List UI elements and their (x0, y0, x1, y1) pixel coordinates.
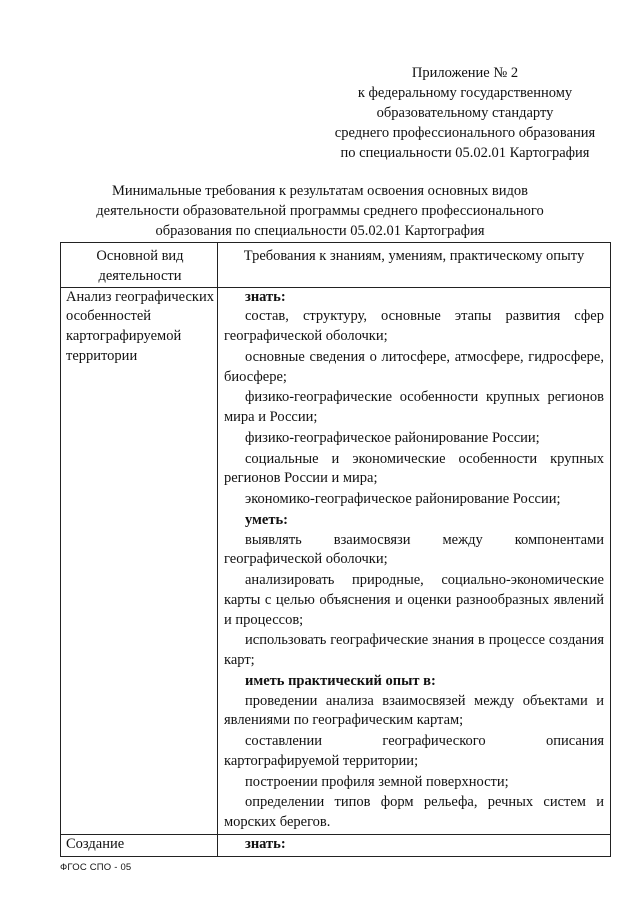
list-item: экономико-географическое районирование России; (245, 491, 561, 507)
table-row (61, 287, 611, 834)
title-line: образования по специальности 05.02.01 Картография (155, 223, 485, 239)
document-title (60, 181, 580, 241)
annex-heading (320, 63, 610, 163)
list-item: физико-географическое районирование России; (245, 429, 540, 446)
annex-line: по специальности 05.02.01 Картография (340, 145, 590, 161)
requirements-table (60, 242, 611, 857)
list-item: состав, структуру, основные этапы развития сфер географической оболочки; (224, 308, 604, 344)
section-label-experience: иметь практический опыт в: (245, 672, 436, 689)
annex-line: образовательному стандарту (376, 105, 554, 121)
list-item: определении типов форм рельефа, речных систем и морских берегов. (224, 794, 604, 830)
annex-line: к федеральному государственному (357, 85, 573, 101)
title-line: деятельности образовательной программы среднего профессионального (96, 203, 544, 219)
section-label-know: знать: (245, 835, 286, 852)
list-item: составлении географического описания картографируемой территории; (224, 733, 604, 769)
title-line: Минимальные требования к результатам освоения основных видов (112, 183, 528, 199)
requirements-cell (218, 287, 611, 834)
header-activity (61, 243, 218, 288)
section-label-skills: уметь: (245, 511, 288, 528)
list-item: анализировать природные, социально-экономические карты с целью объяснения и оценки разнообразных явлений и процессов; (224, 572, 604, 628)
list-item: основные сведения о литосфере, атмосфере, гидросфере, биосфере; (224, 348, 604, 385)
list-item: построении профиля земной поверхности; (245, 773, 509, 790)
requirements-cell (218, 834, 611, 856)
activity-cell (61, 834, 218, 856)
annex-line: среднего профессионального образования (334, 125, 596, 141)
header-requirements-label: Требования к знаниям, умениям, практическому опыту (243, 248, 585, 264)
annex-line: Приложение № 2 (411, 65, 519, 81)
footer-code: ФГОС СПО - 05 (60, 862, 132, 873)
list-item: физико-географические особенности крупных регионов мира и России; (224, 389, 604, 425)
list-item: проведении анализа взаимосвязей между объектами и явлениями по географическим картам; (224, 692, 604, 729)
activity-cell (61, 287, 218, 834)
section-label-know: знать: (245, 288, 286, 305)
header-activity-label: Основной вид деятельности (96, 248, 184, 284)
header-requirements (218, 243, 611, 288)
list-item: использовать географические знания в процессе создания карт; (224, 632, 604, 668)
list-item: выявлять взаимосвязи между компонентами географической оболочки; (224, 531, 604, 568)
activity-name: Анализ географических особенностей картографируемой территории (66, 288, 214, 364)
table-header-row (61, 243, 611, 288)
table-row (61, 834, 611, 856)
list-item: социальные и экономические особенности крупных регионов России и мира; (224, 450, 604, 487)
activity-name: Создание (66, 835, 125, 852)
